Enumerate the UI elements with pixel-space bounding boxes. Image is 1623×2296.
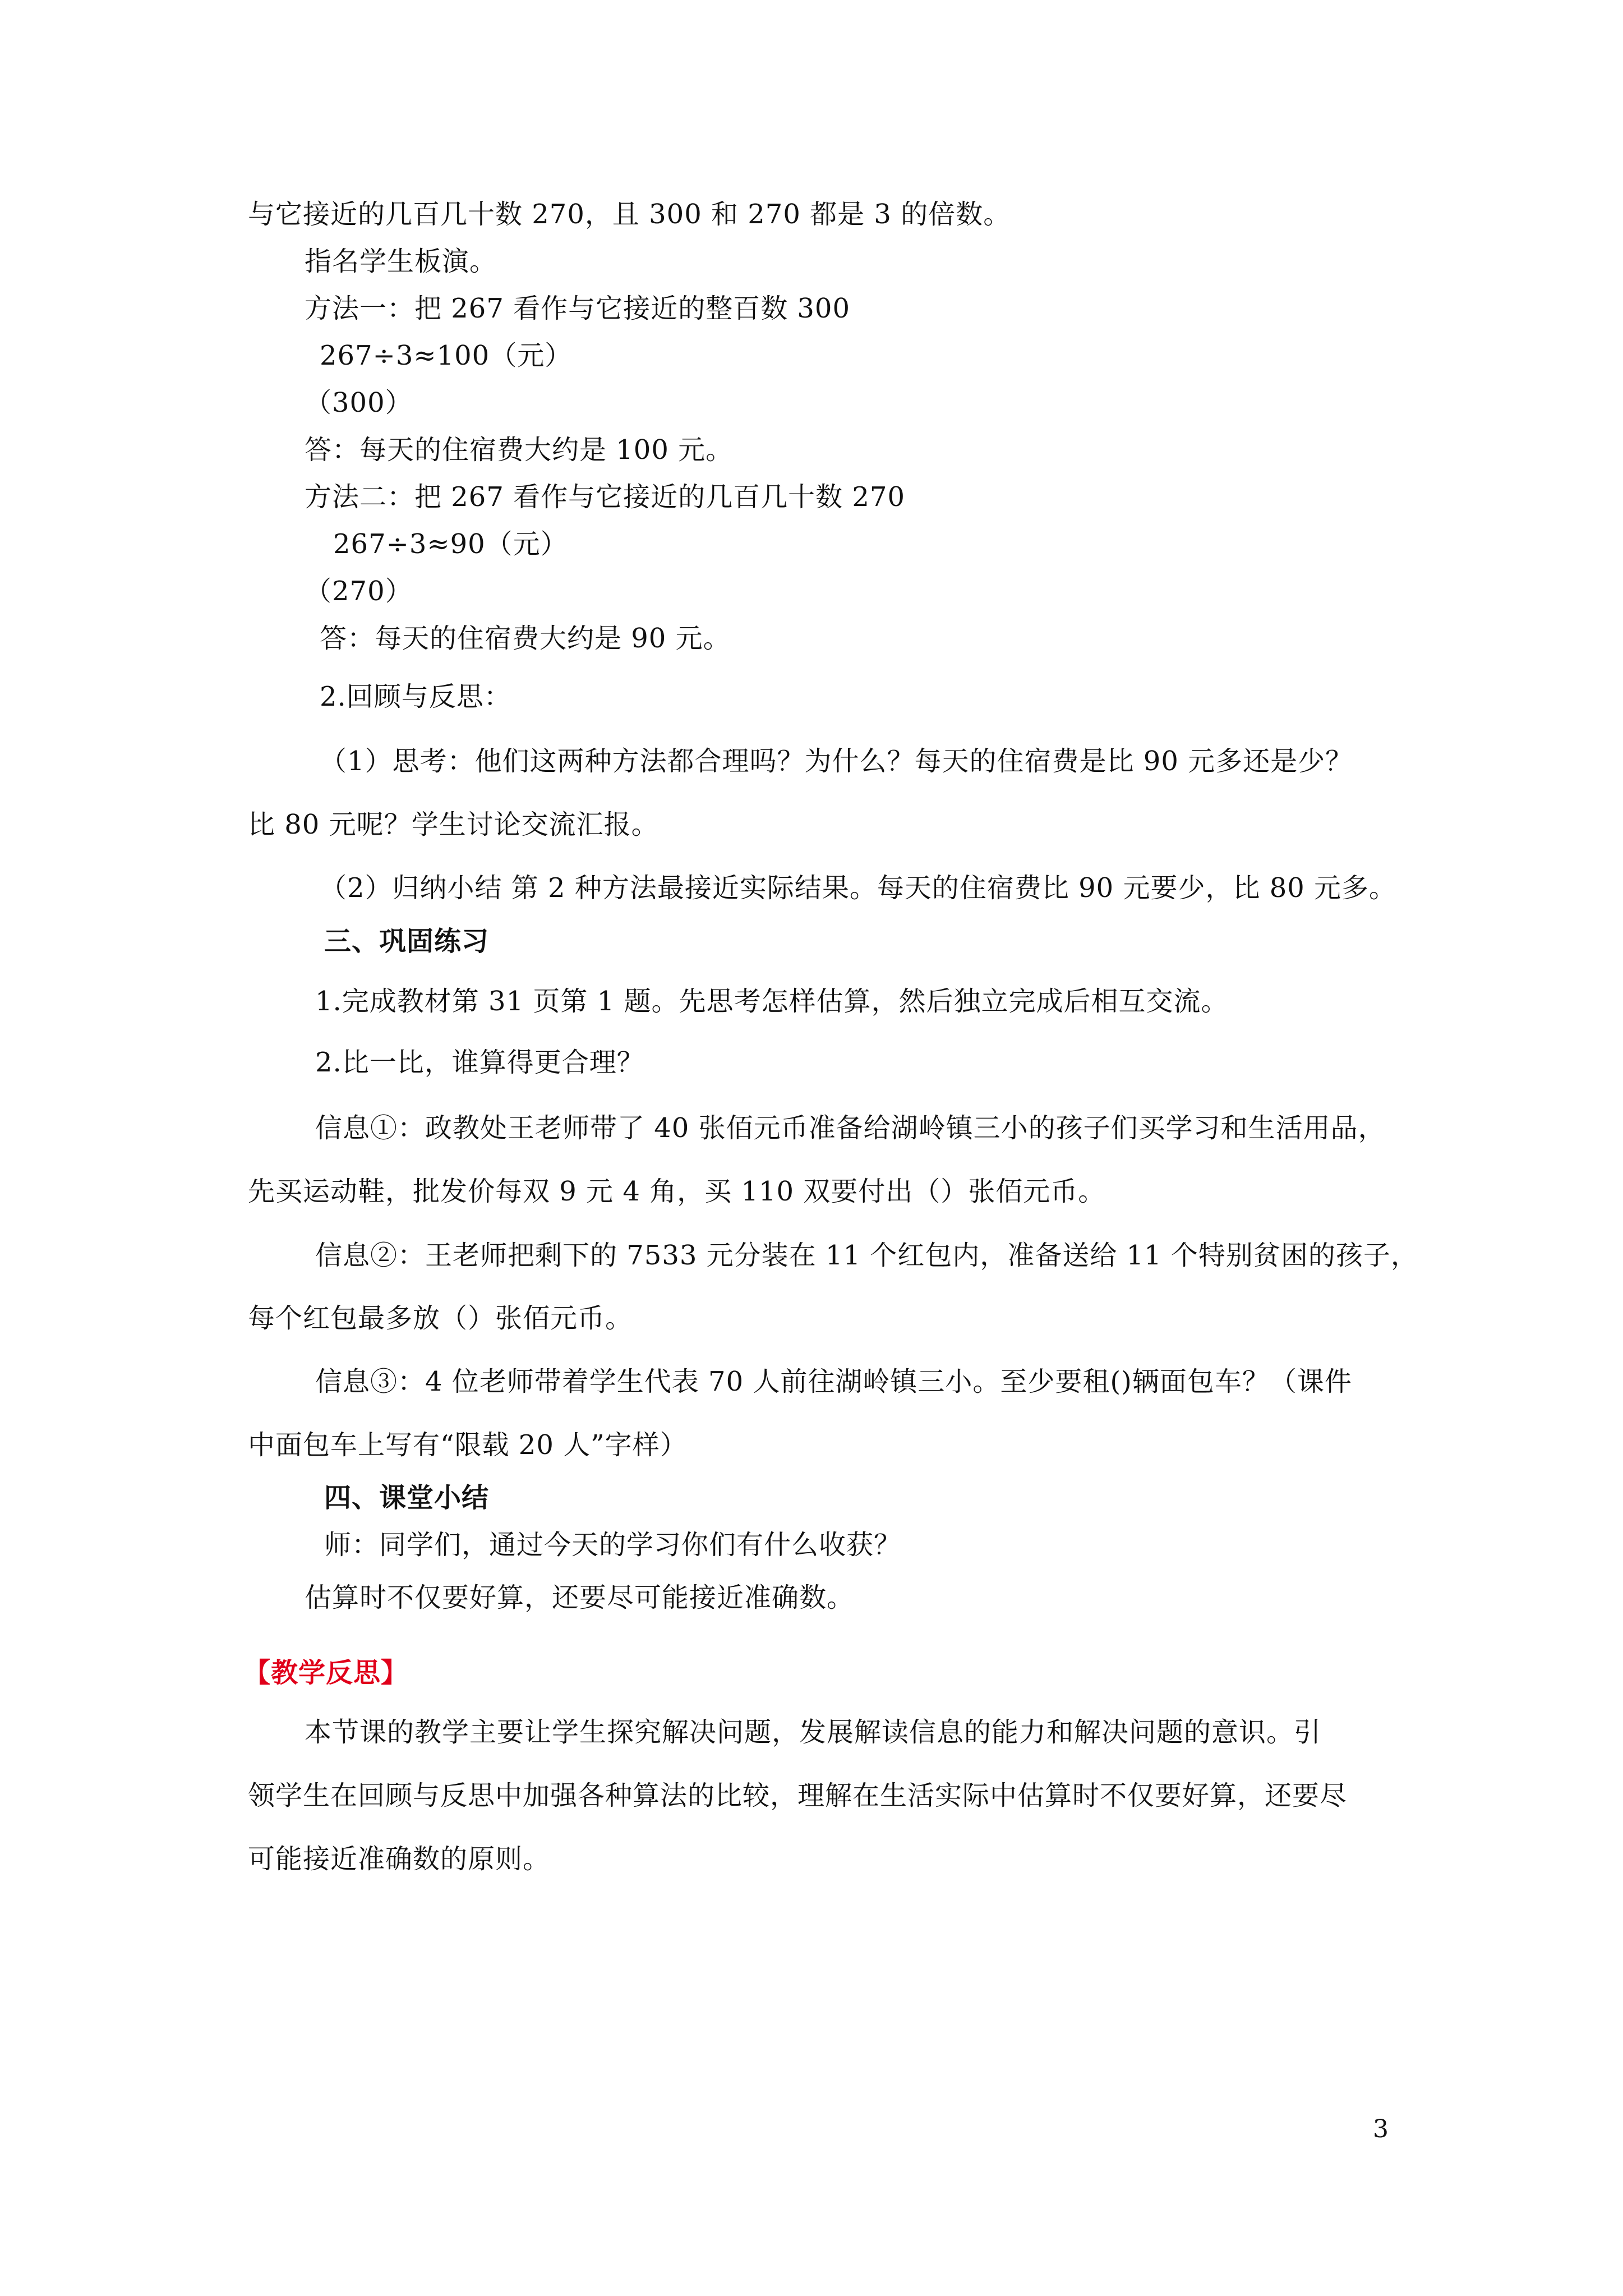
text-line: 师：同学们，通过今天的学习你们有什么收获？ xyxy=(324,1529,902,1561)
text-line: （2）归纳小结 第 2 种方法最接近实际结果。每天的住宿费比 90 元要少，比 80 元多。 xyxy=(320,872,1397,904)
text-line: 答：每天的住宿费大约是 90 元。 xyxy=(320,623,731,654)
text-line: 267÷3≈100（元） xyxy=(320,340,573,371)
text-line: 可能接近准确数的原则。 xyxy=(248,1843,551,1875)
text-line: 每个红包最多放（）张佰元币。 xyxy=(248,1303,633,1334)
text-line: 2.回顾与反思： xyxy=(320,681,511,712)
text-line: 方法二：把 267 看作与它接近的几百几十数 270 xyxy=(305,481,906,513)
text-line: 信息③：4 位老师带着学生代表 70 人前往湖岭镇三小。至少要租()辆面包车？（课件 xyxy=(315,1366,1352,1397)
text-line: （300） xyxy=(305,387,413,418)
text-line: （1）思考：他们这两种方法都合理吗？为什么？每天的住宿费是比 90 元多还是少？ xyxy=(320,746,1353,777)
text-line: 答：每天的住宿费大约是 100 元。 xyxy=(305,434,734,466)
section-heading: 三、巩固练习 xyxy=(324,926,490,957)
text-line: 估算时不仅要好算，还要尽可能接近准确数。 xyxy=(305,1582,855,1613)
text-line: 信息②：王老师把剩下的 7533 元分装在 11 个红包内，准备送给 11 个特别贫困的孩子， xyxy=(315,1240,1418,1271)
page-number: 3 xyxy=(1373,2115,1389,2143)
text-line: 本节课的教学主要让学生探究解决问题，发展解读信息的能力和解决问题的意识。引 xyxy=(305,1717,1322,1748)
reflection-heading: 【教学反思】 xyxy=(243,1657,409,1688)
text-line: 信息①：政教处王老师带了 40 张佰元币准备给湖岭镇三小的孩子们买学习和生活用品， xyxy=(315,1112,1386,1144)
text-line: 领学生在回顾与反思中加强各种算法的比较，理解在生活实际中估算时不仅要好算，还要尽 xyxy=(248,1780,1348,1811)
text-line: 比 80 元呢？学生讨论交流汇报。 xyxy=(248,809,659,840)
text-line: （270） xyxy=(305,576,413,607)
text-line: 中面包车上写有“限载 20 人”字样） xyxy=(248,1429,688,1461)
text-line: 先买运动鞋，批发价每双 9 元 4 角，买 110 双要付出（）张佰元币。 xyxy=(248,1176,1106,1207)
text-line: 指名学生板演。 xyxy=(305,246,497,277)
section-heading: 四、课堂小结 xyxy=(324,1482,490,1513)
text-line: 2.比一比，谁算得更合理？ xyxy=(315,1047,644,1078)
text-line: 方法一：把 267 看作与它接近的整百数 300 xyxy=(305,293,851,324)
text-line: 1.完成教材第 31 页第 1 题。先思考怎样估算，然后独立完成后相互交流。 xyxy=(315,986,1229,1017)
text-line: 与它接近的几百几十数 270，且 300 和 270 都是 3 的倍数。 xyxy=(248,199,1011,230)
text-line: 267÷3≈90（元） xyxy=(333,528,568,560)
